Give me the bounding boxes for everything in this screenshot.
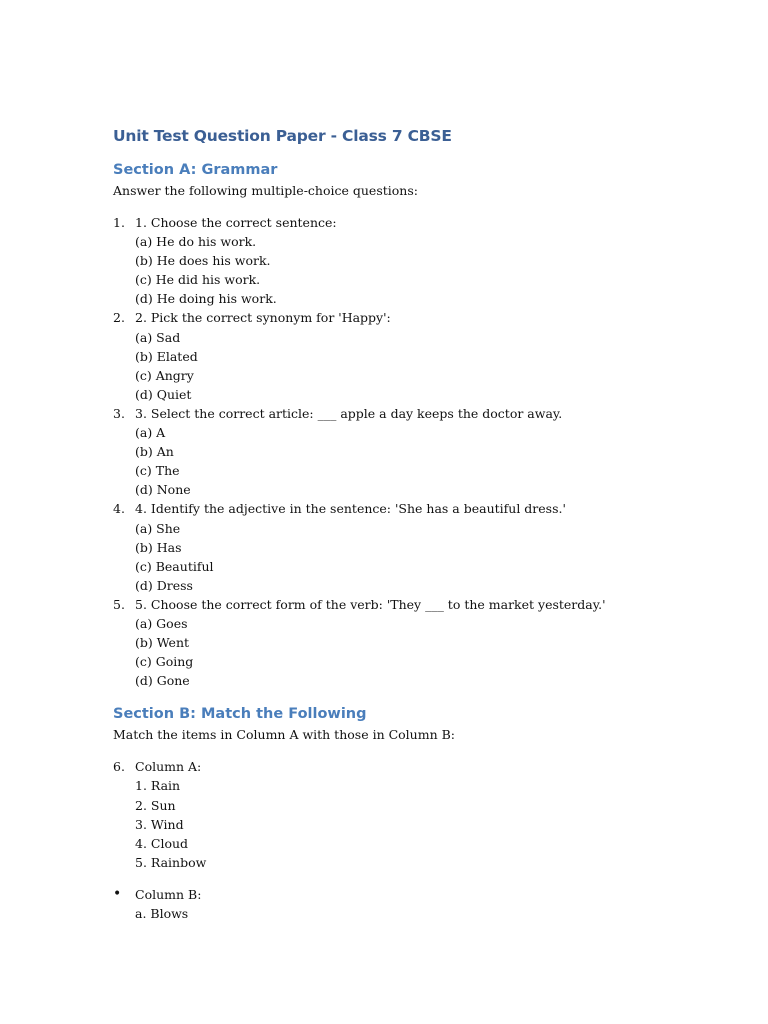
option: (b) Has [135,539,182,555]
option: (a) A [135,425,166,441]
option: (c) The [135,463,180,479]
question-5 [113,595,673,690]
list-number: 2. [113,310,125,326]
column-b-list [113,885,673,923]
document-page [113,124,673,923]
option: (a) She [135,520,181,536]
section-b-heading: Section B: Match the Following [113,706,367,723]
option: (d) Gone [135,673,190,689]
list-number: 3. [113,405,125,421]
question-3 [113,404,673,499]
bullet-icon: • [113,885,122,902]
column-b-label: Column B: [135,886,202,902]
option: (a) Goes [135,615,188,631]
column-a-label: Column A: [135,759,202,775]
column-a-item: 4. Cloud [135,835,189,851]
option: (a) He do his work. [135,234,257,250]
list-number: 5. [113,596,125,612]
column-b-item: a. Blows [135,906,189,921]
option: (c) Angry [135,367,194,383]
option: (d) None [135,482,191,498]
option: (d) Quiet [135,386,192,402]
section-b-intro: Match the items in Column A with those in Column B: [113,727,456,743]
list-number: 4. [113,501,125,517]
question-text: 5. Choose the correct form of the verb: 'They ___ to the market yesterday.' [135,596,606,612]
option: (c) Beautiful [135,558,214,574]
column-a-item: 5. Rainbow [135,854,207,870]
option: (b) Elated [135,348,198,364]
question-text: 2. Pick the correct synonym for 'Happy': [135,310,391,326]
list-number: 1. [113,215,125,230]
column-a-item: 2. Sun [135,797,176,813]
column-a-item: 1. Rain [135,778,181,794]
option: (d) He doing his work. [135,291,277,307]
list-number: 6. [113,759,125,775]
option: (b) He does his work. [135,253,271,269]
option: (c) Going [135,654,194,670]
document-title: Unit Test Question Paper - Class 7 CBSE [113,127,452,145]
option: (a) Sad [135,329,181,345]
section-a-intro: Answer the following multiple-choice questions: [113,183,418,198]
option: (d) Dress [135,577,193,593]
option: (b) An [135,444,174,460]
question-text: 1. Choose the correct sentence: [135,215,337,230]
option: (b) Went [135,635,190,651]
question-2 [113,308,673,403]
question-text: 4. Identify the adjective in the sentence: 'She has a beautiful dress.' [135,501,566,517]
column-a-list [113,757,673,872]
section-a-heading: Section A: Grammar [113,162,278,178]
column-a-item: 3. Wind [135,816,184,832]
question-4 [113,499,673,594]
option: (c) He did his work. [135,272,261,288]
question-text: 3. Select the correct article: ___ apple a day keeps the doctor away. [135,405,563,421]
question-1 [113,213,673,308]
